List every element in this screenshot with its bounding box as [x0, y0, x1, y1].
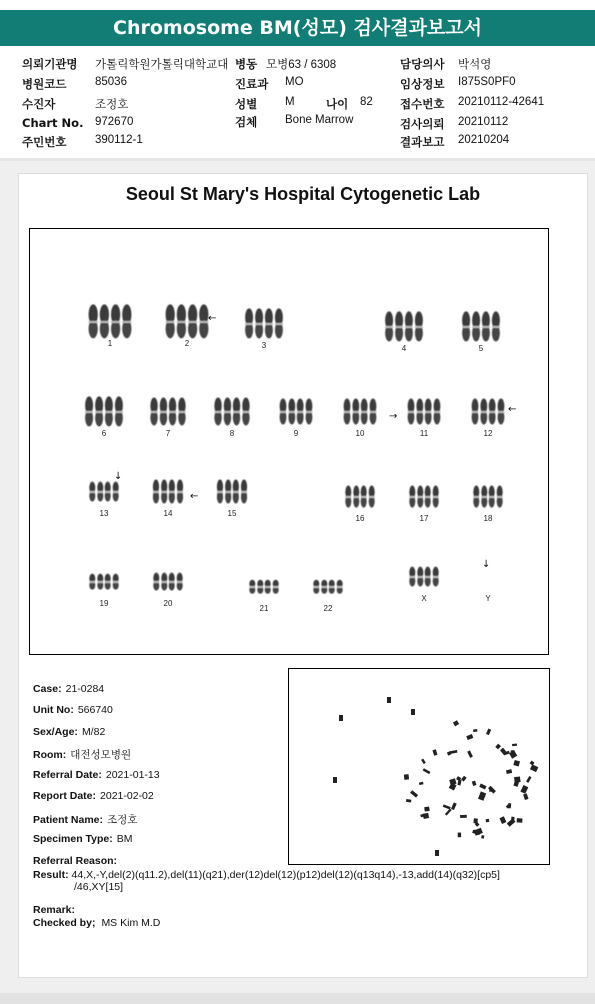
metaphase-chromosome — [479, 783, 486, 789]
chromosome-2-a — [166, 304, 186, 338]
metaphase-chromosome — [511, 750, 515, 753]
patient-label: 수진자 — [22, 97, 56, 111]
metaphase-chromosome — [432, 749, 437, 755]
metaphase-chromosome — [339, 715, 343, 721]
room-row — [33, 747, 131, 762]
karyotype-label-10: 10 — [355, 429, 365, 438]
chromosome-9-b — [297, 398, 313, 424]
chromosome-18-a — [473, 486, 487, 508]
chromosome-7-b — [169, 397, 186, 425]
chromosome-5-b — [482, 311, 500, 341]
report-date-label: Report Date: — [33, 790, 97, 802]
chromosome-14-a — [153, 480, 167, 504]
metaphase-chromosome — [530, 761, 535, 766]
karyotype-label-15: 15 — [227, 509, 237, 518]
karyotype-result — [33, 869, 553, 893]
chromosome-14-b — [169, 480, 183, 504]
chromosome-22-a — [313, 580, 327, 594]
specimen-type-label: Specimen Type: — [33, 833, 113, 845]
metaphase-chromosome — [460, 815, 467, 818]
metaphase-chromosome — [333, 777, 337, 783]
metaphase-chromosome — [423, 768, 431, 774]
sex-age-value: M/82 — [81, 726, 106, 738]
metaphase-chromosome — [523, 793, 528, 800]
metaphase-image — [288, 668, 550, 865]
request-date-value: 20210112 — [458, 116, 509, 128]
receipt-no-value: 20210112-42641 — [458, 96, 545, 108]
result-label: Result: — [33, 869, 69, 881]
department-value: MO — [285, 76, 304, 88]
metaphase-chromosome — [478, 791, 486, 800]
metaphase-chromosome — [486, 728, 491, 735]
metaphase-chromosome — [486, 819, 490, 823]
case-row — [33, 683, 104, 695]
karyotype-label-14: 14 — [163, 509, 173, 518]
result-line-1: 44,X,-Y,del(2)(q11.2),del(11)(q21),der(12)del(12)(p12)del(12)(q13q14),-13,add(14)(q32)[cp5] — [71, 869, 500, 881]
metaphase-chromosome — [530, 764, 538, 772]
sex-age-label: Sex/Age: — [33, 726, 78, 738]
age-value: 82 — [360, 96, 373, 108]
metaphase-chromosome — [488, 786, 496, 794]
metaphase-chromosome — [443, 804, 451, 809]
sex-value: M — [285, 96, 295, 108]
chromosome-6-a — [85, 396, 103, 426]
metaphase-chromosome — [461, 776, 467, 782]
sex-label: 성별 — [235, 97, 258, 111]
chromosome-17-b — [425, 486, 439, 508]
doctor-label: 담당의사 — [400, 57, 445, 71]
chromosome-3-a — [245, 308, 263, 338]
unit-value: 566740 — [77, 704, 113, 716]
clinical-info-label: 임상정보 — [400, 77, 445, 91]
karyotype-label-22: 22 — [323, 604, 333, 613]
abnormality-arrow-icon: ↓ — [482, 559, 491, 570]
metaphase-chromosome — [517, 818, 523, 823]
chromosome-15-b — [233, 480, 247, 504]
department-label: 진료과 — [235, 77, 269, 91]
specimen-type-value: BM — [116, 833, 133, 845]
result-date-value: 20210204 — [458, 134, 510, 146]
chromosome-22-b — [329, 580, 343, 594]
chromosome-15-a — [217, 480, 231, 504]
hospital-code-label: 병원코드 — [22, 77, 67, 91]
metaphase-chromosome — [406, 799, 411, 803]
case-label: Case: — [33, 683, 62, 695]
chromosome-11-a — [408, 398, 424, 424]
patient-name-row — [33, 812, 137, 827]
chromosome-9-a — [280, 398, 296, 424]
karyotype-label-Y: Y — [485, 594, 491, 603]
chromosome-10-b — [361, 398, 377, 424]
chromosome-13-a — [89, 482, 103, 502]
chromosome-7-a — [150, 397, 167, 425]
specimen-type-row — [33, 833, 133, 845]
metaphase-chromosome — [466, 734, 473, 740]
karyotype-label-9: 9 — [293, 429, 299, 438]
report-date-value: 2021-02-02 — [100, 790, 154, 802]
remark-row — [33, 904, 75, 916]
chromosome-21-b — [265, 580, 279, 594]
chromosome-1-b — [111, 304, 131, 338]
patient-name-value: 조정호 — [107, 814, 138, 826]
karyotype-label-2: 2 — [184, 339, 190, 348]
metaphase-chromosome — [387, 697, 391, 703]
lab-title: Seoul St Mary's Hospital Cytogenetic Lab — [125, 184, 481, 204]
chromosome-13-b — [105, 482, 119, 502]
metaphase-chromosome — [508, 803, 511, 808]
chromosome-19-a — [89, 574, 103, 590]
patient-info-panel — [0, 52, 595, 152]
karyotype-label-X: X — [421, 594, 427, 603]
karyotype-label-20: 20 — [163, 599, 173, 608]
result-line-2: /46,XY[15] — [74, 881, 124, 893]
abnormality-arrow-icon: ← — [508, 404, 517, 415]
chromosome-5-a — [462, 311, 480, 341]
referral-reason-row — [33, 855, 117, 867]
chromosome-20-a — [153, 573, 167, 591]
result-date-label: 결과보고 — [400, 135, 445, 149]
metaphase-chromosome — [424, 807, 430, 812]
referral-date-label: Referral Date: — [33, 769, 102, 781]
chromosome-16-b — [361, 486, 375, 508]
hospital-label: 의뢰기관명 — [22, 57, 78, 71]
chromosome-4-a — [385, 311, 403, 341]
metaphase-chromosome — [495, 744, 501, 750]
chromosome-11-b — [425, 398, 441, 424]
sex-age-row — [33, 726, 105, 738]
clinical-info-value: I875S0PF0 — [458, 76, 516, 88]
room-value: 대전성모병원 — [70, 749, 132, 761]
bottom-scroll-edge — [0, 993, 595, 1004]
karyotype-label-17: 17 — [419, 514, 429, 523]
metaphase-chromosome — [474, 818, 478, 823]
chromosome-12-a — [472, 398, 488, 424]
chart-no-value: 972670 — [95, 116, 134, 128]
specimen-value: Bone Marrow — [285, 114, 354, 126]
case-value: 21-0284 — [65, 683, 105, 695]
metaphase-chromosome — [410, 790, 418, 797]
metaphase-chromosome — [481, 835, 484, 839]
chromosome-21-a — [249, 580, 263, 594]
karyotype-label-7: 7 — [165, 429, 171, 438]
metaphase-chromosome — [499, 816, 506, 824]
chromosome-1-a — [89, 304, 109, 338]
metaphase-chromosome — [445, 808, 452, 815]
chromosome-X-b — [425, 567, 439, 587]
doctor-value: 박석영 — [458, 59, 492, 71]
chromosome-8-a — [214, 397, 231, 425]
chart-no-label: Chart No. — [22, 116, 84, 130]
karyotype-label-3: 3 — [261, 341, 267, 350]
unit-label: Unit No: — [33, 704, 74, 716]
ward-label: 병동 — [235, 57, 258, 71]
specimen-label: 검체 — [235, 115, 258, 129]
room-label: Room: — [33, 749, 67, 761]
chromosome-4-b — [405, 311, 423, 341]
ward-value: 모병63 / 6308 — [266, 59, 337, 71]
patient-name-label: Patient Name: — [33, 814, 104, 826]
metaphase-chromosome — [474, 828, 483, 836]
metaphase-chromosome — [458, 833, 461, 838]
metaphase-chromosome — [473, 729, 477, 732]
metaphase-chromosome — [512, 744, 517, 747]
karyotype-label-4: 4 — [401, 344, 407, 353]
abnormality-arrow-icon: ← — [190, 491, 199, 502]
report-date-row — [33, 790, 154, 802]
age-label: 나이 — [326, 97, 349, 111]
chromosome-10-a — [344, 398, 360, 424]
resident-no-label: 주민번호 — [22, 135, 67, 149]
chromosome-16-a — [345, 486, 359, 508]
metaphase-chromosome — [467, 750, 473, 757]
abnormality-arrow-icon: → — [389, 411, 398, 422]
karyotype-label-8: 8 — [229, 429, 235, 438]
chromosome-3-b — [265, 308, 283, 338]
karyotype-label-16: 16 — [355, 514, 365, 523]
checked-by-value: MS Kim M.D — [101, 917, 161, 929]
karyotype-label-13: 13 — [99, 509, 109, 518]
hospital-value: 가톨릭학원가톨릭대학교대 — [95, 59, 229, 71]
remark-label: Remark: — [33, 904, 76, 916]
referral-date-value: 2021-01-13 — [105, 769, 160, 781]
request-date-label: 검사의뢰 — [400, 117, 445, 131]
metaphase-chromosome — [435, 850, 439, 856]
chromosome-6-b — [105, 396, 123, 426]
karyotype-label-21: 21 — [259, 604, 269, 613]
metaphase-chromosome — [404, 774, 409, 780]
metaphase-chromosome — [514, 777, 520, 783]
karyotype-figure — [30, 229, 550, 656]
karyotype-label-6: 6 — [101, 429, 107, 438]
metaphase-chromosome — [419, 782, 424, 785]
metaphase-chromosome — [472, 781, 477, 786]
resident-no-value: 390112-1 — [95, 134, 143, 146]
metaphase-chromosome — [513, 760, 520, 766]
chromosome-12-b — [489, 398, 505, 424]
metaphase-figure — [289, 669, 551, 866]
chromosome-18-b — [489, 486, 503, 508]
checked-by-row — [33, 917, 160, 929]
metaphase-chromosome — [506, 769, 512, 774]
metaphase-chromosome — [451, 802, 457, 810]
report-title: Chromosome BM(성모) 검사결과보고서 — [0, 10, 595, 46]
karyotype-label-18: 18 — [483, 514, 493, 523]
chromosome-2-b — [188, 304, 208, 338]
referral-reason-label: Referral Reason: — [33, 855, 118, 867]
metaphase-chromosome — [526, 776, 531, 783]
patient-value: 조정호 — [95, 99, 129, 111]
hospital-code-value: 85036 — [95, 76, 127, 88]
metaphase-chromosome — [453, 720, 459, 726]
checked-by-label: Checked by; — [33, 917, 96, 929]
chromosome-20-b — [169, 573, 183, 591]
karyotype-label-11: 11 — [419, 429, 429, 438]
receipt-no-label: 접수번호 — [400, 97, 445, 111]
abnormality-arrow-icon: ← — [208, 313, 217, 324]
chromosome-17-a — [409, 486, 423, 508]
karyotype-label-19: 19 — [99, 599, 109, 608]
chromosome-19-b — [105, 574, 119, 590]
metaphase-chromosome — [421, 759, 426, 765]
metaphase-chromosome — [411, 709, 415, 715]
abnormality-arrow-icon: ↓ — [114, 471, 123, 482]
karyotype-label-12: 12 — [483, 429, 493, 438]
karyotype-label-5: 5 — [478, 344, 484, 353]
chromosome-X-a — [409, 567, 423, 587]
unit-row — [33, 704, 113, 716]
karyotype-image — [29, 228, 549, 655]
metaphase-chromosome — [520, 785, 528, 794]
referral-date-row — [33, 769, 160, 781]
chromosome-8-b — [233, 397, 250, 425]
karyotype-label-1: 1 — [107, 339, 113, 348]
